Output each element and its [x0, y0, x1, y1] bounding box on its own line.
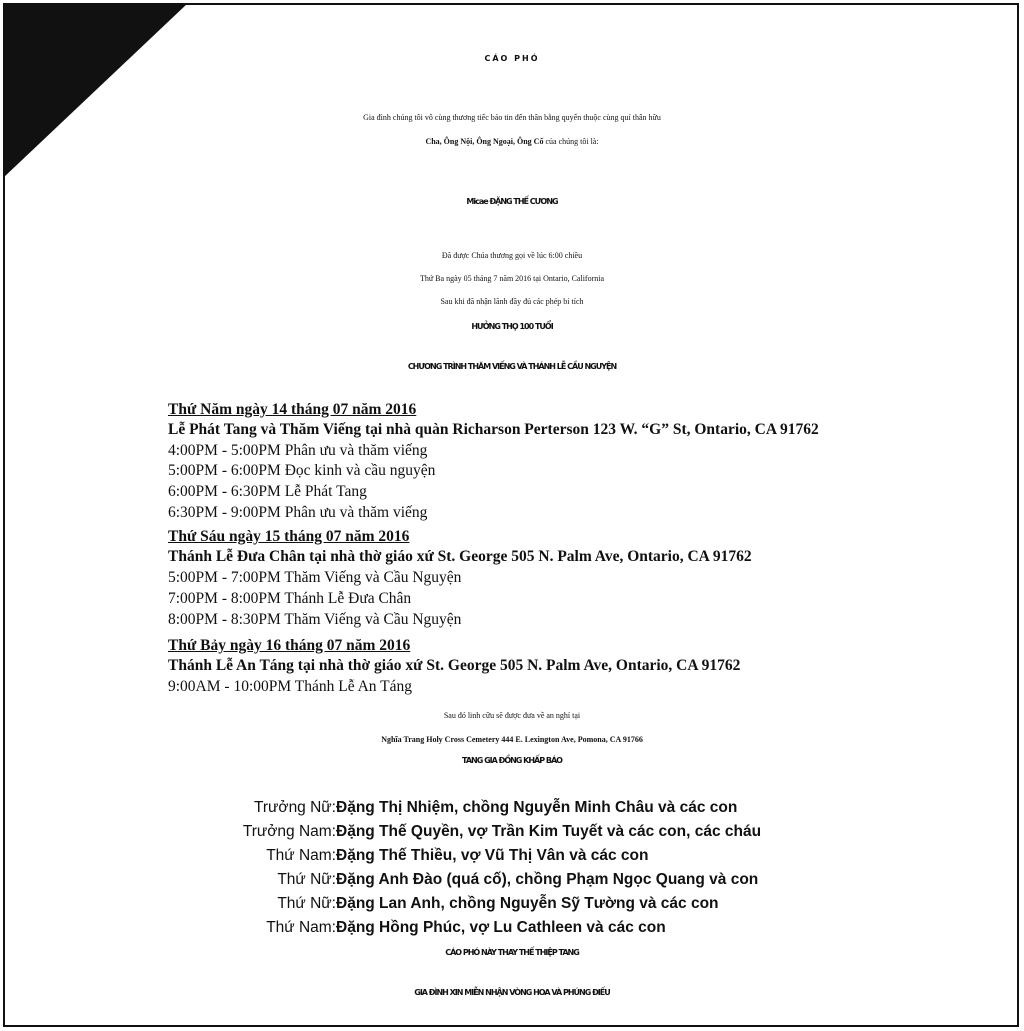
family-member	[194, 892, 719, 916]
schedule-day: Thứ Sáu ngày 15 tháng 07 năm 2016	[168, 528, 410, 545]
schedule-event: 4:00PM - 5:00PM Phân ưu và thăm viếng	[168, 442, 428, 459]
family-names: Đặng Lan Anh, chồng Nguyễn Sỹ Tường và các con	[336, 895, 719, 912]
intro-line-2-rest: của chúng tôi là:	[543, 137, 599, 146]
schedule-event: 6:30PM - 9:00PM Phân ưu và thăm viếng	[168, 504, 428, 521]
schedule-event: 6:00PM - 6:30PM Lễ Phát Tang	[168, 483, 367, 500]
schedule-event: 5:00PM - 7:00PM Thăm Viếng và Cầu Nguyện	[168, 569, 462, 586]
schedule-day: Thứ Bảy ngày 16 tháng 07 năm 2016	[168, 637, 411, 654]
family-names: Đặng Thế Thiều, vợ Vũ Thị Vân và các con	[336, 847, 649, 864]
family-role: Trưởng Nữ:	[253, 799, 336, 816]
schedule-venue: Thánh Lễ Đưa Chân tại nhà thờ giáo xứ St. George 505 N. Palm Ave, Ontario, CA 91762	[168, 548, 752, 565]
schedule-event: 9:00AM - 10:00PM Thánh Lễ An Táng	[168, 678, 412, 695]
death-info-line: Sau khi đã nhận lãnh đầy đủ các phép bí tích	[440, 297, 584, 306]
burial-intro: Sau đó linh cữu sẽ được đưa về an nghỉ tại	[443, 711, 581, 720]
intro-line-1: Gia đình chúng tôi vô cùng thương tiếc báo tin đến thân bằng quyến thuộc cùng quí thân hữu	[363, 113, 661, 122]
family-member	[180, 820, 761, 844]
schedule-day: Thứ Năm ngày 14 tháng 07 năm 2016	[168, 401, 417, 418]
cemetery-address: Nghĩa Trang Holy Cross Cemetery 444 E. Lexington Ave, Pomona, CA 91766	[381, 735, 643, 744]
family-heading: TANG GIA ĐỒNG KHẤP BÁO	[462, 756, 562, 765]
family-role: Thứ Nữ:	[277, 895, 336, 912]
relation-titles: Cha, Ông Nội, Ông Ngoại, Ông Cố	[425, 137, 544, 146]
program-heading: CHƯƠNG TRÌNH THĂM VIẾNG VÀ THÁNH LỄ CẦU NGUYỆN	[407, 362, 617, 371]
family-names: Đặng Anh Đào (quá cố), chồng Phạm Ngọc Quang và con	[336, 871, 759, 888]
family-role: Thứ Nam:	[266, 847, 336, 864]
family-member	[180, 844, 648, 868]
intro-line-2	[0, 130, 1024, 154]
schedule-event: 8:00PM - 8:30PM Thăm Viếng và Cầu Nguyện	[168, 611, 462, 628]
death-info-line: Thứ Ba ngày 05 tháng 7 năm 2016 tại Ontario, California	[419, 274, 605, 283]
death-info-line: Đã được Chúa thương gọi về lúc 6:00 chiều	[441, 251, 583, 260]
family-member	[180, 796, 737, 820]
family-member	[180, 916, 666, 940]
family-role: Thứ Nữ:	[277, 871, 336, 888]
schedule-event: 5:00PM - 6:00PM Đọc kinh và cầu nguyện	[168, 462, 436, 479]
family-names: Đặng Thị Nhiệm, chồng Nguyễn Minh Châu và các con	[336, 799, 738, 816]
family-names: Đặng Thế Quyền, vợ Trần Kim Tuyết và các con, các cháu	[336, 823, 762, 840]
footer-line-1: CÁO PHÓ NÀY THAY THẾ THIỆP TANG	[445, 948, 579, 957]
schedule-venue: Thánh Lễ An Táng tại nhà thờ giáo xứ St. George 505 N. Palm Ave, Ontario, CA 91762	[168, 657, 741, 674]
family-role: Trưởng Nam:	[242, 823, 336, 840]
footer-line-2: GIA ĐÌNH XIN MIỄN NHẬN VÒNG HOA VÀ PHÚNG ĐIẾU	[414, 988, 610, 997]
schedule-event: 7:00PM - 8:00PM Thánh Lễ Đưa Chân	[168, 590, 412, 607]
age-heading: HƯỞNG THỌ 100 TUỔI	[471, 322, 553, 331]
notice-title: CÁO PHÓ	[484, 54, 540, 63]
deceased-name: Micae ĐẶNG THẾ CƯƠNG	[466, 197, 558, 206]
family-names: Đặng Hồng Phúc, vợ Lu Cathleen và các con	[336, 919, 666, 936]
family-member	[194, 868, 758, 892]
family-role: Thứ Nam:	[266, 919, 336, 936]
schedule-venue: Lễ Phát Tang và Thăm Viếng tại nhà quàn Richarson Perterson 123 W. “G” St, Ontario, CA 91762	[168, 421, 819, 438]
